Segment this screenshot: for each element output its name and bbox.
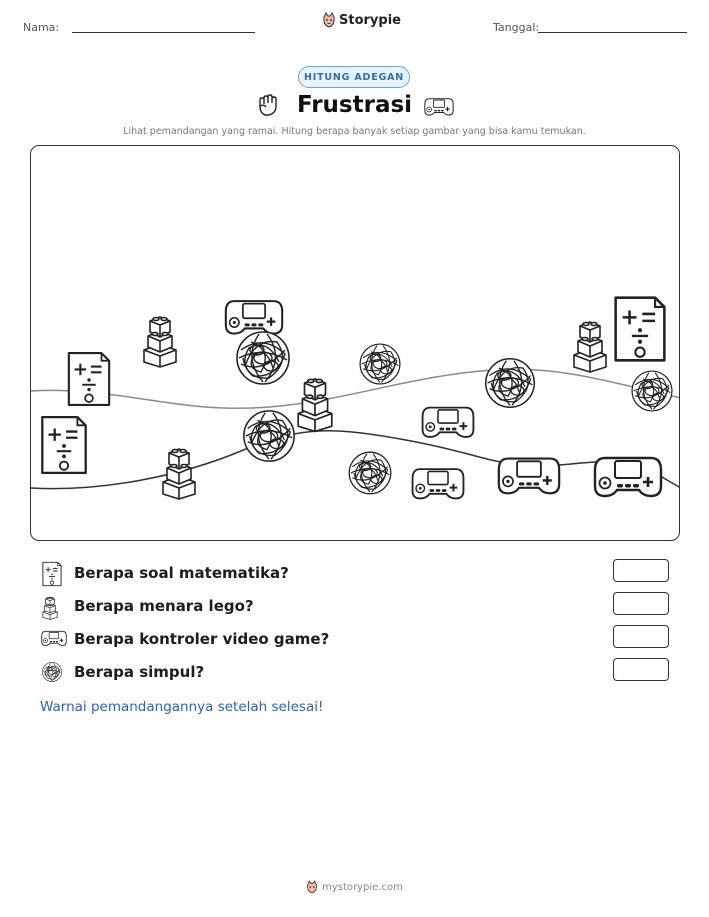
knot-icon (237, 332, 289, 384)
name-field[interactable] (72, 32, 255, 33)
knot-icon (360, 344, 400, 384)
game-controller-icon (413, 469, 464, 498)
date-label: Tanggal: (493, 21, 540, 34)
name-label: Nama: (23, 21, 60, 34)
answer-box-knot[interactable] (613, 658, 669, 681)
answer-box-math[interactable] (613, 559, 669, 582)
lego-tower-icon (298, 379, 332, 432)
date-field[interactable] (538, 32, 687, 33)
game-controller-icon (595, 458, 661, 496)
game-controller-icon (423, 408, 474, 437)
lego-tower-icon (163, 449, 195, 499)
lego-tower-icon (144, 317, 176, 367)
math-sheet-icon (69, 353, 109, 405)
storypie-mascot-icon (322, 12, 336, 28)
knot-icon (244, 411, 294, 461)
brand-name: Storypie (339, 12, 401, 28)
question-lego: Berapa menara lego? (74, 597, 254, 615)
game-controller-icon (499, 459, 559, 494)
math-sheet-icon (616, 298, 665, 361)
question-controller: Berapa kontroler video game? (74, 630, 330, 648)
lego-tower-icon (41, 594, 59, 620)
closing-note: Warnai pemandangannya setelah selesai! (40, 699, 324, 715)
footer-site[interactable]: mystorypie.com (322, 881, 403, 893)
knot-icon (632, 371, 672, 411)
game-controller-icon (424, 96, 454, 117)
knot-icon (486, 359, 535, 408)
answer-box-controller[interactable] (613, 625, 669, 648)
game-controller-icon (226, 301, 282, 333)
search-scene (30, 145, 680, 541)
page-title: Frustrasi (296, 92, 413, 118)
question-math: Berapa soal matematika? (74, 564, 289, 582)
math-sheet-icon (42, 417, 85, 473)
knot-icon (349, 452, 391, 494)
scene-canvas (31, 146, 680, 541)
storypie-mascot-icon (306, 880, 318, 894)
answer-box-lego[interactable] (613, 592, 669, 615)
footer (0, 880, 709, 894)
question-knot: Berapa simpul? (74, 663, 205, 681)
activity-badge-text: HITUNG ADEGAN (304, 71, 404, 83)
knot-icon (41, 661, 63, 683)
math-sheet-icon (41, 561, 63, 587)
game-controller-icon (41, 629, 67, 647)
storypie-logo (322, 12, 401, 28)
lego-tower-icon (574, 322, 606, 372)
hill-line-back (31, 369, 680, 408)
instructions: Lihat pemandangan yang ramai. Hitung berapa banyak setiap gambar yang bisa kamu temukan. (123, 126, 586, 137)
activity-badge (298, 66, 410, 88)
